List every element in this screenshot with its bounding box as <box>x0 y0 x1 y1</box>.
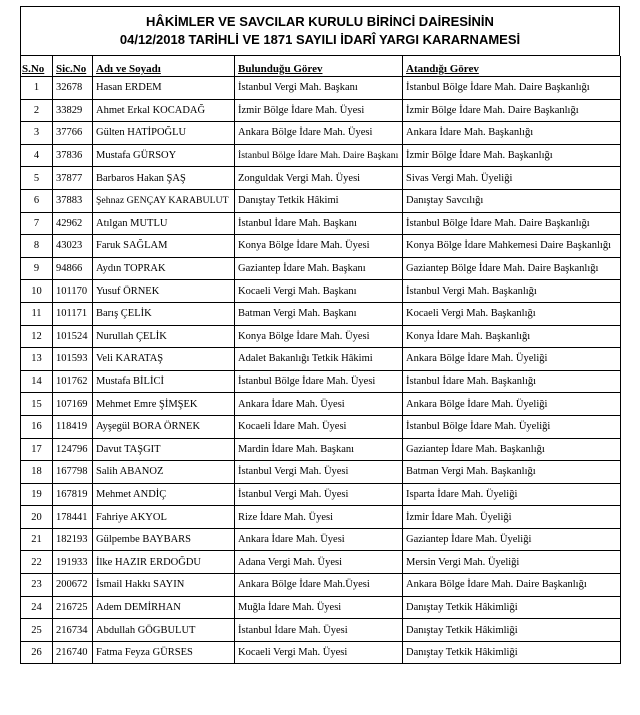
cell-sno: 8 <box>21 235 53 258</box>
table-row <box>21 144 621 167</box>
cell-name: Gülpembe BAYBARS <box>93 528 235 551</box>
table-row <box>21 122 621 145</box>
cell-name: Veli KARATAŞ <box>93 348 235 371</box>
cell-sno: 25 <box>21 619 53 642</box>
column-header-name: Adı ve Soyadı <box>93 56 235 77</box>
cell-name: Şehnaz GENÇAY KARABULUT <box>93 189 235 212</box>
kararname-document <box>20 6 620 664</box>
cell-sicno: 200672 <box>53 574 93 597</box>
cell-sno: 11 <box>21 302 53 325</box>
table-row <box>21 506 621 529</box>
cell-sno: 4 <box>21 144 53 167</box>
cell-sno: 26 <box>21 641 53 664</box>
cell-assigned-position: Gaziantep İdare Mah. Başkanlığı <box>403 438 621 461</box>
cell-sicno: 182193 <box>53 528 93 551</box>
cell-sicno: 216740 <box>53 641 93 664</box>
cell-name: Mustafa GÜRSOY <box>93 144 235 167</box>
cell-name: Nurullah ÇELİK <box>93 325 235 348</box>
table-header-row <box>21 56 621 77</box>
cell-assigned-position: Danıştay Savcılığı <box>403 189 621 212</box>
cell-sno: 24 <box>21 596 53 619</box>
cell-name: Mehmet Emre ŞİMŞEK <box>93 393 235 416</box>
cell-current-position: Ankara İdare Mah. Üyesi <box>235 393 403 416</box>
cell-current-position: Adalet Bakanlığı Tetkik Hâkimi <box>235 348 403 371</box>
cell-name: Davut TAŞGIT <box>93 438 235 461</box>
cell-assigned-position: Ankara Bölge İdare Mah. Üyeliği <box>403 348 621 371</box>
cell-sno: 15 <box>21 393 53 416</box>
cell-sno: 13 <box>21 348 53 371</box>
cell-name: Faruk SAĞLAM <box>93 235 235 258</box>
cell-sno: 1 <box>21 77 53 100</box>
cell-name: Abdullah GÖGBULUT <box>93 619 235 642</box>
cell-name: İsmail Hakkı SAYIN <box>93 574 235 597</box>
table-row <box>21 641 621 664</box>
cell-name: Fahriye AKYOL <box>93 506 235 529</box>
table-row <box>21 302 621 325</box>
table-row <box>21 596 621 619</box>
cell-current-position: İstanbul İdare Mah. Başkanı <box>235 212 403 235</box>
cell-sno: 21 <box>21 528 53 551</box>
cell-sno: 16 <box>21 415 53 438</box>
cell-name: Atılgan MUTLU <box>93 212 235 235</box>
document-title-line-2: 04/12/2018 TARİHLİ VE 1871 SAYILI İDARÎ YARGI KARARNAMESİ <box>119 32 521 47</box>
cell-assigned-position: Danıştay Tetkik Hâkimliği <box>403 596 621 619</box>
table-row <box>21 235 621 258</box>
cell-assigned-position: İstanbul İdare Mah. Başkanlığı <box>403 370 621 393</box>
cell-current-position: İstanbul Bölge İdare Mah. Daire Başkanı <box>235 144 403 167</box>
table-row <box>21 325 621 348</box>
cell-sicno: 32678 <box>53 77 93 100</box>
cell-sicno: 101593 <box>53 348 93 371</box>
cell-sicno: 167819 <box>53 483 93 506</box>
cell-sno: 9 <box>21 257 53 280</box>
table-row <box>21 99 621 122</box>
cell-assigned-position: İzmir Bölge İdare Mah. Başkanlığı <box>403 144 621 167</box>
cell-assigned-position: İzmir İdare Mah. Üyeliği <box>403 506 621 529</box>
cell-current-position: İstanbul Vergi Mah. Başkanı <box>235 77 403 100</box>
cell-name: Aydın TOPRAK <box>93 257 235 280</box>
cell-name: Mustafa BİLİCİ <box>93 370 235 393</box>
cell-assigned-position: Ankara İdare Mah. Başkanlığı <box>403 122 621 145</box>
cell-sno: 6 <box>21 189 53 212</box>
cell-current-position: Muğla İdare Mah. Üyesi <box>235 596 403 619</box>
cell-name: Gülten HATİPOĞLU <box>93 122 235 145</box>
cell-assigned-position: Konya Bölge İdare Mahkemesi Daire Başkanlığı <box>403 235 621 258</box>
column-header-current-position: Bulunduğu Görev <box>235 56 403 77</box>
cell-sno: 10 <box>21 280 53 303</box>
cell-current-position: Danıştay Tetkik Hâkimi <box>235 189 403 212</box>
table-row <box>21 212 621 235</box>
cell-name: Ahmet Erkal KOCADAĞ <box>93 99 235 122</box>
cell-name: Hasan ERDEM <box>93 77 235 100</box>
document-title-box <box>20 6 620 56</box>
cell-sicno: 216725 <box>53 596 93 619</box>
cell-current-position: İstanbul Bölge İdare Mah. Üyesi <box>235 370 403 393</box>
table-row <box>21 551 621 574</box>
table-row <box>21 348 621 371</box>
cell-sno: 19 <box>21 483 53 506</box>
cell-sicno: 101171 <box>53 302 93 325</box>
cell-sicno: 42962 <box>53 212 93 235</box>
cell-sno: 12 <box>21 325 53 348</box>
cell-sicno: 101524 <box>53 325 93 348</box>
cell-current-position: Adana Vergi Mah. Üyesi <box>235 551 403 574</box>
table-row <box>21 257 621 280</box>
cell-name: İlke HAZIR ERDOĞDU <box>93 551 235 574</box>
cell-sicno: 124796 <box>53 438 93 461</box>
table-row <box>21 574 621 597</box>
cell-sicno: 94866 <box>53 257 93 280</box>
table-row <box>21 370 621 393</box>
table-row <box>21 461 621 484</box>
cell-current-position: İzmir Bölge İdare Mah. Üyesi <box>235 99 403 122</box>
cell-name: Mehmet ANDİÇ <box>93 483 235 506</box>
cell-sicno: 216734 <box>53 619 93 642</box>
cell-current-position: Konya Bölge İdare Mah. Üyesi <box>235 325 403 348</box>
table-row <box>21 189 621 212</box>
cell-current-position: Rize İdare Mah. Üyesi <box>235 506 403 529</box>
cell-sno: 23 <box>21 574 53 597</box>
cell-sicno: 191933 <box>53 551 93 574</box>
cell-sicno: 101762 <box>53 370 93 393</box>
cell-sno: 22 <box>21 551 53 574</box>
cell-assigned-position: İstanbul Bölge İdare Mah. Daire Başkanlığı <box>403 212 621 235</box>
cell-sicno: 118419 <box>53 415 93 438</box>
cell-assigned-position: Ankara Bölge İdare Mah. Üyeliği <box>403 393 621 416</box>
cell-sicno: 37836 <box>53 144 93 167</box>
cell-assigned-position: Gaziantep Bölge İdare Mah. Daire Başkanlığı <box>403 257 621 280</box>
cell-name: Ayşegül BORA ÖRNEK <box>93 415 235 438</box>
cell-current-position: Mardin İdare Mah. Başkanı <box>235 438 403 461</box>
cell-assigned-position: Sivas Vergi Mah. Üyeliği <box>403 167 621 190</box>
cell-assigned-position: İstanbul Bölge İdare Mah. Üyeliği <box>403 415 621 438</box>
cell-sicno: 167798 <box>53 461 93 484</box>
cell-current-position: İstanbul Vergi Mah. Üyesi <box>235 483 403 506</box>
column-header-sno: S.No <box>21 56 53 77</box>
table-body <box>21 77 621 664</box>
column-header-assigned-position: Atandığı Görev <box>403 56 621 77</box>
cell-current-position: İstanbul Vergi Mah. Üyesi <box>235 461 403 484</box>
table-row <box>21 438 621 461</box>
cell-sno: 5 <box>21 167 53 190</box>
cell-sno: 2 <box>21 99 53 122</box>
cell-assigned-position: İstanbul Bölge İdare Mah. Daire Başkanlığı <box>403 77 621 100</box>
column-header-sicno: Sic.No <box>53 56 93 77</box>
cell-name: Salih ABANOZ <box>93 461 235 484</box>
cell-sicno: 101170 <box>53 280 93 303</box>
cell-assigned-position: Mersin Vergi Mah. Üyeliği <box>403 551 621 574</box>
cell-sicno: 107169 <box>53 393 93 416</box>
table-row <box>21 528 621 551</box>
document-title-line-1: HÂKİMLER VE SAVCILAR KURULU BİRİNCİ DAİRESİNİN <box>146 14 494 29</box>
cell-current-position: Konya Bölge İdare Mah. Üyesi <box>235 235 403 258</box>
cell-name: Adem DEMİRHAN <box>93 596 235 619</box>
cell-current-position: Ankara İdare Mah. Üyesi <box>235 528 403 551</box>
cell-assigned-position: Isparta İdare Mah. Üyeliği <box>403 483 621 506</box>
cell-sicno: 37766 <box>53 122 93 145</box>
appointments-table <box>20 56 621 664</box>
cell-current-position: Batman Vergi Mah. Başkanı <box>235 302 403 325</box>
cell-sno: 7 <box>21 212 53 235</box>
cell-sno: 17 <box>21 438 53 461</box>
cell-current-position: Ankara Bölge İdare Mah.Üyesi <box>235 574 403 597</box>
table-row <box>21 167 621 190</box>
cell-assigned-position: Batman Vergi Mah. Başkanlığı <box>403 461 621 484</box>
table-row <box>21 393 621 416</box>
cell-name: Barış ÇELİK <box>93 302 235 325</box>
cell-sicno: 43023 <box>53 235 93 258</box>
table-row <box>21 77 621 100</box>
cell-sno: 3 <box>21 122 53 145</box>
cell-assigned-position: Ankara Bölge İdare Mah. Daire Başkanlığı <box>403 574 621 597</box>
cell-current-position: Zonguldak Vergi Mah. Üyesi <box>235 167 403 190</box>
cell-sicno: 33829 <box>53 99 93 122</box>
cell-sicno: 37877 <box>53 167 93 190</box>
cell-name: Yusuf ÖRNEK <box>93 280 235 303</box>
cell-assigned-position: Konya İdare Mah. Başkanlığı <box>403 325 621 348</box>
table-row <box>21 619 621 642</box>
cell-assigned-position: Danıştay Tetkik Hâkimliği <box>403 641 621 664</box>
cell-name: Fatma Feyza GÜRSES <box>93 641 235 664</box>
cell-assigned-position: İstanbul Vergi Mah. Başkanlığı <box>403 280 621 303</box>
cell-sicno: 37883 <box>53 189 93 212</box>
cell-assigned-position: Danıştay Tetkik Hâkimliği <box>403 619 621 642</box>
cell-sicno: 178441 <box>53 506 93 529</box>
cell-assigned-position: Gaziantep İdare Mah. Üyeliği <box>403 528 621 551</box>
cell-current-position: Kocaeli Vergi Mah. Üyesi <box>235 641 403 664</box>
cell-current-position: Kocaeli İdare Mah. Üyesi <box>235 415 403 438</box>
cell-current-position: Ankara Bölge İdare Mah. Üyesi <box>235 122 403 145</box>
cell-current-position: Kocaeli Vergi Mah. Başkanı <box>235 280 403 303</box>
cell-assigned-position: Kocaeli Vergi Mah. Başkanlığı <box>403 302 621 325</box>
cell-name: Barbaros Hakan ŞAŞ <box>93 167 235 190</box>
table-row <box>21 483 621 506</box>
cell-sno: 20 <box>21 506 53 529</box>
cell-sno: 18 <box>21 461 53 484</box>
cell-current-position: Gaziantep İdare Mah. Başkanı <box>235 257 403 280</box>
cell-sno: 14 <box>21 370 53 393</box>
table-row <box>21 415 621 438</box>
cell-current-position: İstanbul İdare Mah. Üyesi <box>235 619 403 642</box>
cell-assigned-position: İzmir Bölge İdare Mah. Daire Başkanlığı <box>403 99 621 122</box>
table-row <box>21 280 621 303</box>
